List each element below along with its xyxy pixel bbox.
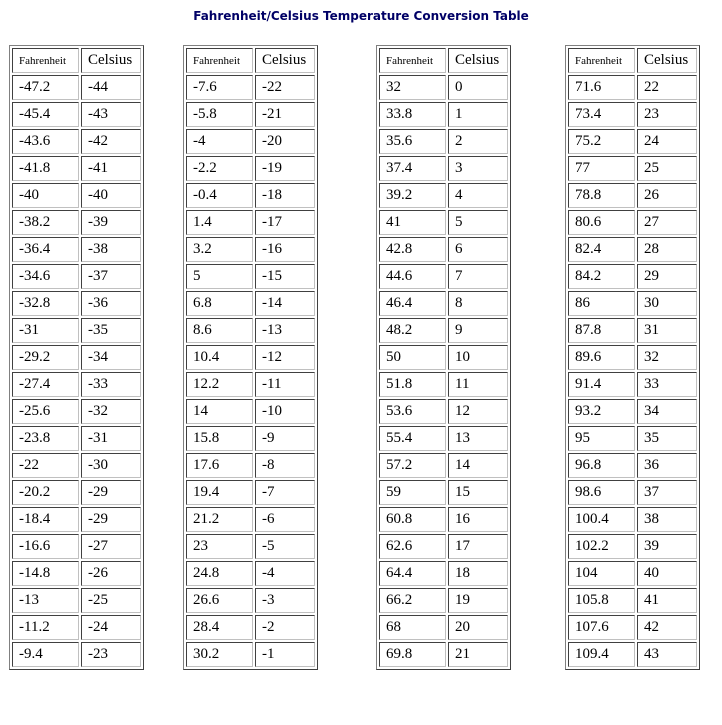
fahrenheit-cell: -22 [12, 453, 79, 478]
celsius-cell: -14 [255, 291, 315, 316]
celsius-cell: 4 [448, 183, 508, 208]
table-row [186, 345, 315, 370]
fahrenheit-cell: 64.4 [379, 561, 446, 586]
fahrenheit-cell: 35.6 [379, 129, 446, 154]
table-row [186, 426, 315, 451]
table-row [568, 480, 697, 505]
celsius-cell: 21 [448, 642, 508, 667]
table-row [186, 318, 315, 343]
celsius-cell: 5 [448, 210, 508, 235]
celsius-cell: -18 [255, 183, 315, 208]
celsius-cell: 41 [637, 588, 697, 613]
fahrenheit-cell: 68 [379, 615, 446, 640]
table-row [568, 75, 697, 100]
table-row [568, 534, 697, 559]
fahrenheit-cell: -0.4 [186, 183, 253, 208]
celsius-cell: -6 [255, 507, 315, 532]
fahrenheit-cell: 71.6 [568, 75, 635, 100]
conversion-table-4 [565, 45, 700, 670]
table-row [12, 183, 141, 208]
table-row [379, 642, 508, 667]
fahrenheit-cell: 19.4 [186, 480, 253, 505]
celsius-cell: 39 [637, 534, 697, 559]
celsius-cell: -10 [255, 399, 315, 424]
celsius-cell: -26 [81, 561, 141, 586]
celsius-cell: 30 [637, 291, 697, 316]
table-row [12, 237, 141, 262]
table-row [379, 372, 508, 397]
celsius-cell: 36 [637, 453, 697, 478]
table-row [379, 318, 508, 343]
fahrenheit-cell: -9.4 [12, 642, 79, 667]
fahrenheit-cell: 62.6 [379, 534, 446, 559]
fahrenheit-cell: -47.2 [12, 75, 79, 100]
table-row [379, 291, 508, 316]
fahrenheit-cell: 1.4 [186, 210, 253, 235]
table-row [379, 561, 508, 586]
celsius-cell: 18 [448, 561, 508, 586]
celsius-cell: -31 [81, 426, 141, 451]
fahrenheit-cell: 28.4 [186, 615, 253, 640]
conversion-table-2 [183, 45, 318, 670]
table-row [186, 588, 315, 613]
celsius-cell: 13 [448, 426, 508, 451]
fahrenheit-cell: 44.6 [379, 264, 446, 289]
celsius-cell: 11 [448, 372, 508, 397]
table-row [568, 399, 697, 424]
table-row [379, 426, 508, 451]
celsius-cell: 2 [448, 129, 508, 154]
header-row [186, 48, 315, 73]
celsius-cell: -37 [81, 264, 141, 289]
fahrenheit-cell: 93.2 [568, 399, 635, 424]
fahrenheit-cell: 80.6 [568, 210, 635, 235]
fahrenheit-header: Fahrenheit [186, 48, 253, 73]
celsius-header: Celsius [81, 48, 141, 73]
celsius-cell: -8 [255, 453, 315, 478]
table-body [379, 75, 508, 667]
table-row [379, 345, 508, 370]
celsius-cell: -9 [255, 426, 315, 451]
celsius-cell: 26 [637, 183, 697, 208]
table-row [12, 156, 141, 181]
fahrenheit-cell: 32 [379, 75, 446, 100]
fahrenheit-cell: 23 [186, 534, 253, 559]
table-row [379, 102, 508, 127]
table-row [12, 426, 141, 451]
table-row [12, 129, 141, 154]
celsius-cell: -32 [81, 399, 141, 424]
table-row [568, 129, 697, 154]
table-row [12, 318, 141, 343]
fahrenheit-cell: 77 [568, 156, 635, 181]
celsius-cell: -42 [81, 129, 141, 154]
fahrenheit-cell: 86 [568, 291, 635, 316]
table-row [12, 588, 141, 613]
table-row [379, 156, 508, 181]
celsius-cell: 0 [448, 75, 508, 100]
celsius-cell: 35 [637, 426, 697, 451]
fahrenheit-cell: 30.2 [186, 642, 253, 667]
table-row [568, 264, 697, 289]
celsius-cell: -29 [81, 507, 141, 532]
fahrenheit-cell: -2.2 [186, 156, 253, 181]
fahrenheit-cell: -38.2 [12, 210, 79, 235]
fahrenheit-cell: 53.6 [379, 399, 446, 424]
celsius-cell: 8 [448, 291, 508, 316]
fahrenheit-cell: -5.8 [186, 102, 253, 127]
fahrenheit-cell: 41 [379, 210, 446, 235]
fahrenheit-header: Fahrenheit [12, 48, 79, 73]
fahrenheit-cell: 46.4 [379, 291, 446, 316]
celsius-cell: 38 [637, 507, 697, 532]
fahrenheit-cell: 104 [568, 561, 635, 586]
fahrenheit-cell: -7.6 [186, 75, 253, 100]
table-row [186, 291, 315, 316]
fahrenheit-cell: 6.8 [186, 291, 253, 316]
fahrenheit-cell: 60.8 [379, 507, 446, 532]
celsius-cell: 20 [448, 615, 508, 640]
fahrenheit-cell: 95 [568, 426, 635, 451]
table-row [568, 615, 697, 640]
celsius-cell: -40 [81, 183, 141, 208]
fahrenheit-cell: -27.4 [12, 372, 79, 397]
table-row [12, 453, 141, 478]
table-row [186, 156, 315, 181]
table-row [568, 453, 697, 478]
celsius-cell: 6 [448, 237, 508, 262]
fahrenheit-cell: -29.2 [12, 345, 79, 370]
celsius-cell: -20 [255, 129, 315, 154]
celsius-cell: 22 [637, 75, 697, 100]
celsius-cell: -29 [81, 480, 141, 505]
celsius-cell: 12 [448, 399, 508, 424]
fahrenheit-cell: 89.6 [568, 345, 635, 370]
conversion-table-1 [9, 45, 144, 670]
celsius-cell: -39 [81, 210, 141, 235]
table-row [12, 345, 141, 370]
header-row [568, 48, 697, 73]
celsius-cell: -38 [81, 237, 141, 262]
celsius-cell: -33 [81, 372, 141, 397]
table-row [12, 372, 141, 397]
fahrenheit-cell: 59 [379, 480, 446, 505]
celsius-cell: 7 [448, 264, 508, 289]
table-body [568, 75, 697, 667]
fahrenheit-cell: 24.8 [186, 561, 253, 586]
table-row [379, 480, 508, 505]
fahrenheit-cell: -4 [186, 129, 253, 154]
fahrenheit-cell: 10.4 [186, 345, 253, 370]
fahrenheit-cell: 102.2 [568, 534, 635, 559]
celsius-cell: -23 [81, 642, 141, 667]
fahrenheit-cell: -32.8 [12, 291, 79, 316]
fahrenheit-cell: 91.4 [568, 372, 635, 397]
celsius-cell: -41 [81, 156, 141, 181]
header-row [12, 48, 141, 73]
celsius-cell: 24 [637, 129, 697, 154]
table-row [379, 183, 508, 208]
fahrenheit-cell: 75.2 [568, 129, 635, 154]
celsius-header: Celsius [448, 48, 508, 73]
fahrenheit-cell: -13 [12, 588, 79, 613]
table-row [12, 561, 141, 586]
fahrenheit-cell: 15.8 [186, 426, 253, 451]
conversion-table-3 [376, 45, 511, 670]
page-title: Fahrenheit/Celsius Temperature Conversion Table [193, 9, 529, 23]
table-row [379, 507, 508, 532]
table-row [12, 615, 141, 640]
fahrenheit-cell: 55.4 [379, 426, 446, 451]
celsius-cell: 33 [637, 372, 697, 397]
celsius-cell: -5 [255, 534, 315, 559]
table-row [186, 480, 315, 505]
celsius-cell: 23 [637, 102, 697, 127]
fahrenheit-cell: 105.8 [568, 588, 635, 613]
celsius-cell: -15 [255, 264, 315, 289]
fahrenheit-cell: -25.6 [12, 399, 79, 424]
table-row [12, 102, 141, 127]
celsius-header: Celsius [255, 48, 315, 73]
fahrenheit-cell: -23.8 [12, 426, 79, 451]
table-row [568, 426, 697, 451]
fahrenheit-header: Fahrenheit [568, 48, 635, 73]
fahrenheit-cell: 100.4 [568, 507, 635, 532]
table-row [186, 183, 315, 208]
fahrenheit-cell: -16.6 [12, 534, 79, 559]
fahrenheit-cell: 26.6 [186, 588, 253, 613]
fahrenheit-cell: -43.6 [12, 129, 79, 154]
table-row [379, 534, 508, 559]
fahrenheit-cell: 33.8 [379, 102, 446, 127]
fahrenheit-cell: 37.4 [379, 156, 446, 181]
fahrenheit-cell: 78.8 [568, 183, 635, 208]
fahrenheit-cell: 42.8 [379, 237, 446, 262]
table-row [186, 534, 315, 559]
fahrenheit-cell: 82.4 [568, 237, 635, 262]
table-body [12, 75, 141, 667]
table-row [568, 642, 697, 667]
celsius-cell: -7 [255, 480, 315, 505]
celsius-cell: -36 [81, 291, 141, 316]
table-row [568, 237, 697, 262]
celsius-cell: -24 [81, 615, 141, 640]
table-row [568, 183, 697, 208]
table-row [568, 102, 697, 127]
table-row [186, 372, 315, 397]
table-row [568, 291, 697, 316]
celsius-cell: 17 [448, 534, 508, 559]
table-row [186, 507, 315, 532]
celsius-cell: 19 [448, 588, 508, 613]
celsius-cell: -16 [255, 237, 315, 262]
celsius-cell: -12 [255, 345, 315, 370]
fahrenheit-cell: -41.8 [12, 156, 79, 181]
table-row [379, 237, 508, 262]
table-row [379, 129, 508, 154]
fahrenheit-cell: 12.2 [186, 372, 253, 397]
fahrenheit-cell: 73.4 [568, 102, 635, 127]
fahrenheit-cell: -14.8 [12, 561, 79, 586]
table-row [568, 210, 697, 235]
celsius-cell: 25 [637, 156, 697, 181]
table-row [12, 480, 141, 505]
table-row [186, 210, 315, 235]
fahrenheit-cell: -36.4 [12, 237, 79, 262]
celsius-cell: 28 [637, 237, 697, 262]
celsius-cell: -22 [255, 75, 315, 100]
fahrenheit-cell: 8.6 [186, 318, 253, 343]
table-row [186, 75, 315, 100]
fahrenheit-cell: 109.4 [568, 642, 635, 667]
celsius-cell: -11 [255, 372, 315, 397]
table-row [12, 75, 141, 100]
table-row [186, 561, 315, 586]
celsius-cell: -2 [255, 615, 315, 640]
celsius-cell: -27 [81, 534, 141, 559]
celsius-cell: -35 [81, 318, 141, 343]
table-row [568, 345, 697, 370]
table-row [186, 642, 315, 667]
fahrenheit-cell: -40 [12, 183, 79, 208]
table-row [379, 264, 508, 289]
celsius-cell: -3 [255, 588, 315, 613]
table-row [186, 399, 315, 424]
celsius-cell: 31 [637, 318, 697, 343]
fahrenheit-cell: -45.4 [12, 102, 79, 127]
table-row [12, 210, 141, 235]
fahrenheit-cell: 14 [186, 399, 253, 424]
fahrenheit-cell: 17.6 [186, 453, 253, 478]
table-row [12, 534, 141, 559]
fahrenheit-cell: 21.2 [186, 507, 253, 532]
table-row [379, 453, 508, 478]
celsius-cell: 34 [637, 399, 697, 424]
table-row [568, 588, 697, 613]
table-row [186, 237, 315, 262]
fahrenheit-cell: 5 [186, 264, 253, 289]
celsius-cell: 1 [448, 102, 508, 127]
fahrenheit-cell: 87.8 [568, 318, 635, 343]
table-row [379, 75, 508, 100]
celsius-cell: -34 [81, 345, 141, 370]
celsius-cell: -25 [81, 588, 141, 613]
fahrenheit-cell: 98.6 [568, 480, 635, 505]
table-row [12, 264, 141, 289]
fahrenheit-header: Fahrenheit [379, 48, 446, 73]
celsius-cell: 10 [448, 345, 508, 370]
celsius-cell: -4 [255, 561, 315, 586]
celsius-cell: 32 [637, 345, 697, 370]
celsius-cell: -44 [81, 75, 141, 100]
table-row [12, 399, 141, 424]
fahrenheit-cell: 57.2 [379, 453, 446, 478]
celsius-cell: 3 [448, 156, 508, 181]
fahrenheit-cell: 84.2 [568, 264, 635, 289]
fahrenheit-cell: 3.2 [186, 237, 253, 262]
celsius-cell: -17 [255, 210, 315, 235]
fahrenheit-cell: 96.8 [568, 453, 635, 478]
table-row [568, 561, 697, 586]
fahrenheit-cell: -34.6 [12, 264, 79, 289]
fahrenheit-cell: -31 [12, 318, 79, 343]
table-row [379, 399, 508, 424]
fahrenheit-cell: 107.6 [568, 615, 635, 640]
table-row [568, 156, 697, 181]
table-row [186, 615, 315, 640]
fahrenheit-cell: 39.2 [379, 183, 446, 208]
table-row [568, 318, 697, 343]
fahrenheit-cell: 48.2 [379, 318, 446, 343]
table-row [186, 453, 315, 478]
celsius-cell: 15 [448, 480, 508, 505]
table-row [186, 102, 315, 127]
table-row [186, 129, 315, 154]
table-row [12, 507, 141, 532]
header-row [379, 48, 508, 73]
table-row [379, 210, 508, 235]
celsius-cell: -1 [255, 642, 315, 667]
celsius-cell: 14 [448, 453, 508, 478]
table-row [12, 642, 141, 667]
celsius-cell: -43 [81, 102, 141, 127]
table-row [186, 264, 315, 289]
fahrenheit-cell: 66.2 [379, 588, 446, 613]
celsius-cell: -19 [255, 156, 315, 181]
celsius-cell: -21 [255, 102, 315, 127]
celsius-cell: 27 [637, 210, 697, 235]
celsius-cell: 42 [637, 615, 697, 640]
fahrenheit-cell: -18.4 [12, 507, 79, 532]
fahrenheit-cell: -20.2 [12, 480, 79, 505]
celsius-cell: -30 [81, 453, 141, 478]
fahrenheit-cell: 69.8 [379, 642, 446, 667]
table-row [568, 507, 697, 532]
celsius-cell: 9 [448, 318, 508, 343]
celsius-cell: 29 [637, 264, 697, 289]
celsius-cell: 16 [448, 507, 508, 532]
celsius-header: Celsius [637, 48, 697, 73]
celsius-cell: 40 [637, 561, 697, 586]
fahrenheit-cell: 50 [379, 345, 446, 370]
celsius-cell: 37 [637, 480, 697, 505]
table-row [379, 588, 508, 613]
celsius-cell: -13 [255, 318, 315, 343]
celsius-cell: 43 [637, 642, 697, 667]
table-row [379, 615, 508, 640]
table-body [186, 75, 315, 667]
table-row [568, 372, 697, 397]
table-row [12, 291, 141, 316]
fahrenheit-cell: -11.2 [12, 615, 79, 640]
fahrenheit-cell: 51.8 [379, 372, 446, 397]
